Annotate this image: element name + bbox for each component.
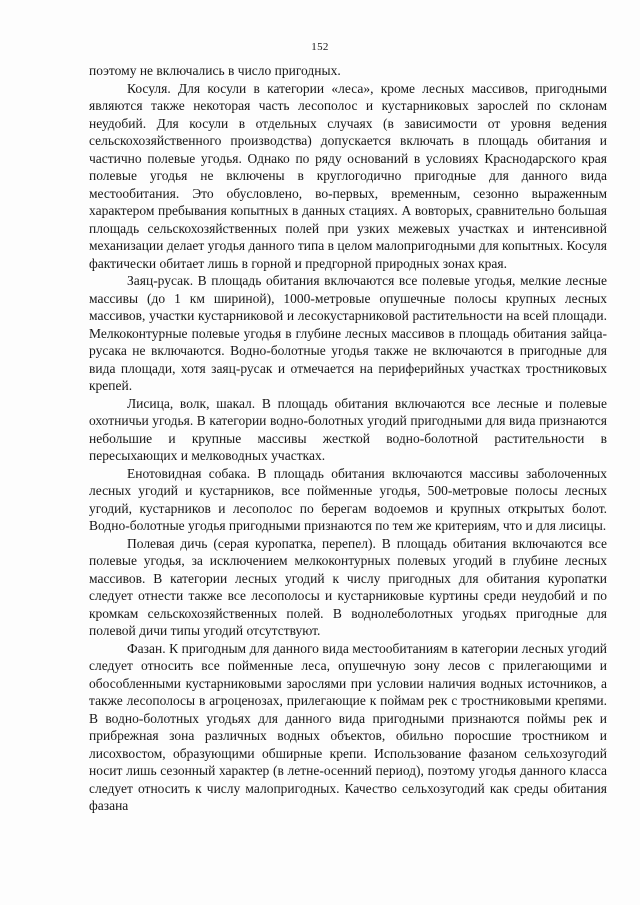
paragraph-roe-deer: Косуля. Для косули в категории «леса», кроме лесных массивов, пригодными являются также некоторая часть лесополос и кустарниковых зарослей по склонам неудобий. Для косули в отдельных случаях (в зависимости от уровня ведения сельскохозяйственного производства) допускается включать в площадь обитания и частично полевые угодья. Однако по ряду оснований в условиях Краснодарского края полевые угодья не включены в круглогодично пригодные для данного вида местообитания. Это обусловлено, во-первых, временным, сезонно выраженным характером пребывания копытных в данных стациях. А вовторых, сравнительно большая площадь сельскохозяйственных полей при узких межевых участках и интенсивной механизации делает угодья данного типа в целом малопригодными для копытных. Косуля фактически обитает лишь в горной и предгорной природных зонах края. — [89, 80, 607, 271]
paragraph-continuation: поэтому не включались в число пригодных. — [89, 63, 341, 78]
paragraph-hare: Заяц-русак. В площадь обитания включаются все полевые угодья, мелкие лесные массивы (до 1 км шириной), 1000-метровые опушечные полосы крупных лесных массивов, участки кустарниковой и лесокустарниковой растительности на всей площади. Мелкоконтурные полевые угодья в глубине лесных массивов в площадь обитания зайца-русака не включаются. Водно-болотные угодья также не включаются в пригодные для вида площади, хотя заяц-русак и отмечается на периферийных участках тростниковых крепей. — [89, 273, 607, 393]
paragraph-field-game: Полевая дичь (серая куропатка, перепел). В площадь обитания включаются все полевые угодья, за исключением мелкоконтурных полевых угодий в глубине лесных массивов. В категории лесных угодий к числу пригодных для обитания куропатки следует отнести также все лесополосы и кустарниковые куртины среди неудобий и по кромкам сельскохозяйственных полей. В воднолеболотных угодьях пригодные для полевой дичи типы угодий отсутствуют. — [89, 535, 607, 638]
paragraph-fox-wolf-jackal: Лисица, волк, шакал. В площадь обитания включаются все лесные и полевые охотничьи угодья. В категории водно-болотных угодий пригодными для вида признаются небольшие и крупные массивы жесткой водно-болотной растительности в пересыхающих и мелководных участках. — [89, 395, 607, 463]
page-number: 152 — [311, 41, 329, 53]
body-text — [89, 62, 607, 815]
paragraph-pheasant: Фазан. К пригодным для данного вида местообитаниям в категории лесных угодий следует относить все пойменные леса, опушечную зону лесов с прилегающими и обособленными кустарниковыми зарослями при условии наличия водных источников, а также лесополосы в агроценозах, прилегающие к поймам рек с тростниковыми крепями. В водно-болотных угодьях для данного вида пригодными признаются поймы рек и прибрежная зона различных водных объектов, обильно поросшие тростником и лисохвостом, образующими обширные крепи. Использование фазаном сельхозугодий носит лишь сезонный характер (в летне-осенний период), поэтому угодья данного класса следует относить к числу малопригодных. Качество сельхозугодий как среды обитания фазана — [89, 640, 607, 813]
paragraph-raccoon-dog: Енотовидная собака. В площадь обитания включаются массивы заболоченных лесных угодий и кустарников, все пойменные угодья, 500-метровые полосы лесных угодий, кустарников и лесополос по берегам водоемов и крупных открытых болот. Водно-болотные угодья пригодными признаются по тем же критериям, что и для лисицы. — [89, 465, 607, 533]
